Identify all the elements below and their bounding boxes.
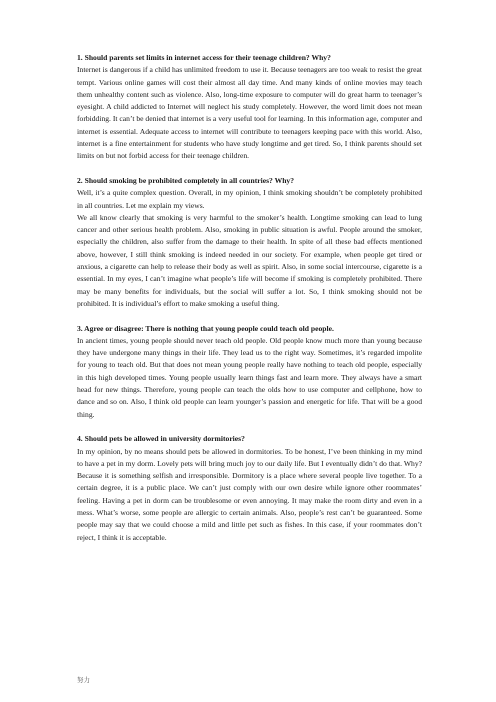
section-paragraph: Well, it’s a quite complex question. Overall, in my opinion, I think smoking shouldn’t be completely prohibited in all countries. Let me explain my views. bbox=[77, 188, 422, 210]
section-heading: 2. Should smoking be prohibited completely in all countries? Why? bbox=[77, 175, 295, 185]
section-paragraph: We all know clearly that smoking is very harmful to the smoker’s health. Longtime smoking can lead to lung cancer and other serious health problem. Also, smoking in public situation is awful. People around the smoker, especially the children, also suffer from the damage to their health. In spite of all these bad effects mentioned above, however, I still think smoking is indeed needed in our society. For example, when people get tired or anxious, a cigarette can help to release their body as well as spirit. Also, in some social intercourse, cigarette is a essential. In my eyes, I can’t imagine what people’s life will become if smoking is completely prohibited. There may be many benefits for individuals, but the social will suffer a lot. So, I think smoking should not be prohibited. It is individual’s effort to make smoking a useful thing. bbox=[77, 212, 422, 308]
document-body bbox=[77, 52, 422, 556]
section-paragraph: Internet is dangerous if a child has unlimited freedom to use it. Because teenagers are too weak to resist the great tempt. Various online games will cost their almost all day time. And many kinds of online movies may teach them unhealthy content such as violence. Also, long-time exposure to computer will do great harm to teenager’s eyesight. A child addicted to Internet will neglect his study completely. However, the word limit does not mean forbidding. It can’t be denied that internet is a very useful tool for learning. In this information age, computer and internet is essential. Adequate access to internet will contribute to teenagers keeping pace with this world. Also, internet is a fine entertainment for students who have study longtime and get tired. So, I think parents should set limits on but not forbid access for their teenage children. bbox=[77, 65, 422, 161]
page-footer: 努力 bbox=[77, 676, 90, 684]
section-paragraph: In my opinion, by no means should pets be allowed in dormitories. To be honest, I’ve been thinking in my mind to have a pet in my dorm. Lovely pets will bring much joy to our daily life. But I eventually didn’t do that. Why? Because it is something selfish and irresponsible. Dormitory is a place where several people live together. To a certain degree, it is a public place. We can’t just comply with our own desire while ignore other roommates’ feeling. Having a pet in dorm can be troublesome or even annoying. It may make the room dirty and even in a mess. What’s worse, some people are allergic to certain animals. Also, people’s rest can’t be guaranteed. Some people may say that we could choose a mild and little pet such as fishes. In this case, if your roommates don’t reject, I think it is acceptable. bbox=[77, 446, 422, 542]
section-heading: 3. Agree or disagree: There is nothing that young people could teach old people. bbox=[77, 323, 334, 333]
essay-section-4 bbox=[77, 433, 422, 544]
section-heading: 4. Should pets be allowed in university dormitories? bbox=[77, 434, 245, 444]
section-heading: 1. Should parents set limits in internet access for their teenage children? Why? bbox=[77, 53, 331, 62]
section-paragraph: In ancient times, young people should never teach old people. Old people know much more than young because they have undergone many things in their life. They lead us to the right way. Sometimes, it’s regarded impolite for young to teach old. But that does not mean young people really have nothing to teach old people, especially in this high developed times. Young people usually learn things fast and learn more. They always have a smart head for new things. Therefore, young people can teach the olds how to use computer and cellphone, how to dance and so on. Also, I think old people can learn younger’s passion and energetic for life. That will be a good thing. bbox=[77, 335, 422, 419]
essay-section-3 bbox=[77, 323, 422, 421]
essay-section-1 bbox=[77, 52, 422, 163]
essay-section-2 bbox=[77, 175, 422, 310]
